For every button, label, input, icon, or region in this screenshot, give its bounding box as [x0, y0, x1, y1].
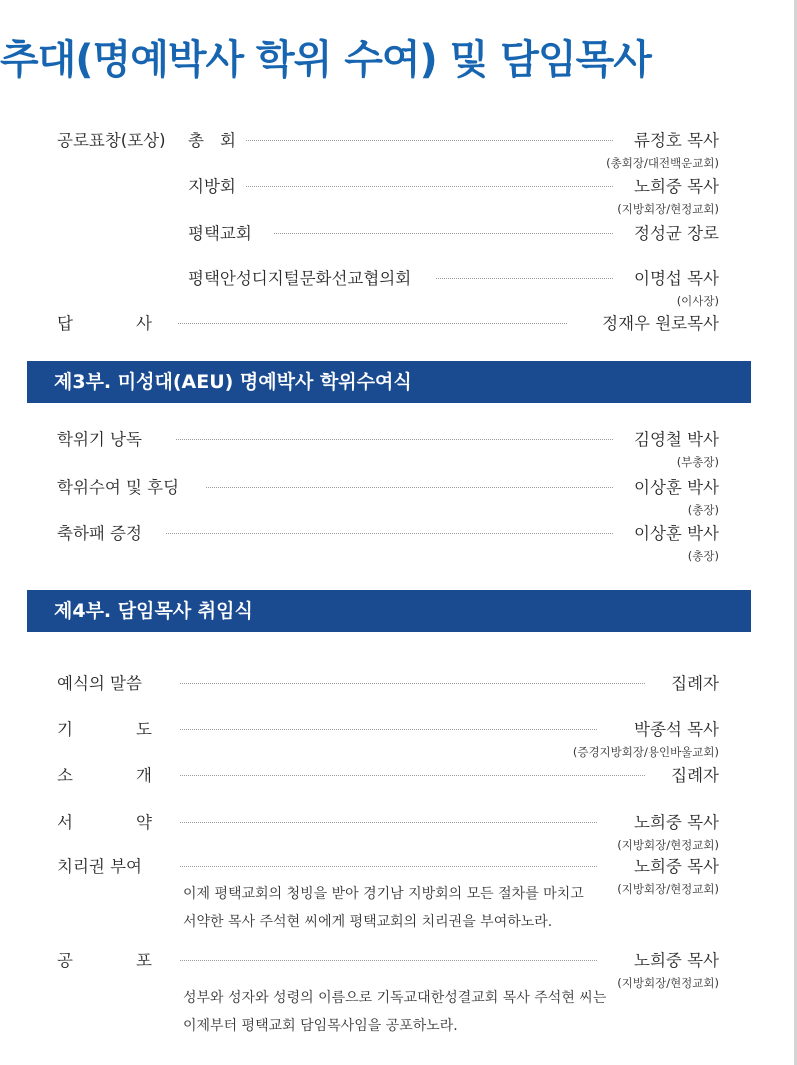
page-title: 추대(명예박사 학위 수여) 및 담임목사: [0, 37, 651, 83]
label-char: 기: [57, 720, 73, 739]
part4-row-vow: [0, 808, 797, 852]
leader-dots: [246, 140, 613, 141]
part4-heading: 제4부. 담임목사 취임식: [54, 600, 253, 622]
part4-row-label: 예식의 말씀: [57, 674, 142, 693]
part4-row-label: [57, 761, 152, 791]
label-char: 공: [57, 951, 73, 970]
part4-row-prayer: [0, 715, 797, 759]
award-row-general-assembly: [0, 126, 797, 170]
reply-label: [57, 309, 152, 339]
award-category-label: 공로표창(포상): [57, 131, 166, 150]
part3-row-label: 학위수여 및 후딩: [57, 478, 180, 497]
part4-row-sub: (지방회장/현정교회): [617, 838, 719, 852]
label-char: 약: [136, 813, 152, 832]
proclamation-text-line-2: 이제부터 평택교회 담임목사임을 공포하노라.: [183, 1018, 458, 1034]
label-char: 포: [136, 951, 152, 970]
award-row-label: [188, 126, 236, 156]
leader-dots: [180, 866, 597, 867]
part4-row-label: [57, 946, 152, 976]
reply-row: [0, 309, 797, 339]
part3-row-sub: (총장): [687, 549, 719, 563]
part4-row-value: 집례자: [671, 766, 719, 785]
label-char: 회: [220, 131, 236, 150]
part4-row-sub: (증경지방회장/용인바울교회): [572, 745, 719, 759]
part3-row-plaque: [0, 519, 797, 563]
part4-row-proclamation: [0, 946, 797, 990]
part4-banner: [27, 590, 751, 632]
part3-heading: 제3부. 미성대(AEU) 명예박사 학위수여식: [54, 371, 412, 393]
label-char: 도: [136, 720, 152, 739]
leader-dots: [180, 960, 597, 961]
part4-row-sub: (지방회장/현정교회): [617, 882, 719, 896]
part4-row-label: [57, 808, 152, 838]
label-char: 개: [136, 766, 152, 785]
part3-row-sub: (총장): [687, 503, 719, 517]
award-row-sub: (총회장/대전백운교회): [606, 156, 719, 170]
award-row-value: 류정호 목사: [634, 131, 719, 150]
part3-row-value: 이상훈 박사: [634, 478, 719, 497]
part4-row-value: 노희중 목사: [634, 813, 719, 832]
leader-dots: [178, 323, 567, 324]
part4-row-value: 박종석 목사: [634, 720, 719, 739]
leader-dots: [166, 533, 613, 534]
leader-dots: [206, 487, 613, 488]
part3-row-sub: (부총장): [676, 455, 719, 469]
leader-dots: [180, 729, 597, 730]
award-row-sub: (지방회장/현정교회): [617, 202, 719, 216]
label-char: 서: [57, 813, 73, 832]
part4-row-value: 노희중 목사: [634, 951, 719, 970]
part3-banner: [27, 361, 751, 403]
leader-dots: [246, 186, 613, 187]
part4-row-label: [57, 715, 152, 745]
award-row-district: [0, 172, 797, 216]
award-row-council: [0, 264, 797, 308]
award-row-label: 평택교회: [188, 224, 252, 243]
part3-row-label: 학위기 낭독: [57, 430, 142, 449]
award-row-value: 노희중 목사: [634, 177, 719, 196]
award-row-value: 이명섭 목사: [634, 269, 719, 288]
part4-row-value: 노희중 목사: [634, 857, 719, 876]
authority-text-line-2: 서약한 목사 주석현 씨에게 평택교회의 치리권을 부여하노라.: [183, 914, 553, 930]
authority-text-line-1: 이제 평택교회의 청빙을 받아 경기남 지방회의 모든 절차를 마치고: [183, 886, 584, 902]
leader-dots: [274, 233, 613, 234]
label-char: 답: [57, 314, 73, 333]
part3-row-value: 김영철 박사: [634, 430, 719, 449]
part4-row-sub: (지방회장/현정교회): [617, 976, 719, 990]
award-row-church: [0, 219, 797, 249]
leader-dots: [436, 278, 613, 279]
leader-dots: [176, 439, 613, 440]
leader-dots: [180, 683, 645, 684]
part3-row-label: 축하패 증정: [57, 524, 142, 543]
award-row-label: 평택안성디지털문화선교협의회: [188, 269, 412, 288]
leader-dots: [180, 822, 597, 823]
award-row-label: 지방회: [188, 177, 236, 196]
label-char: 총: [188, 131, 204, 150]
leader-dots: [180, 775, 645, 776]
part3-row-conferral: [0, 473, 797, 517]
label-char: 소: [57, 766, 73, 785]
award-row-value: 정성균 장로: [634, 224, 719, 243]
part3-row-value: 이상훈 박사: [634, 524, 719, 543]
label-char: 사: [136, 314, 152, 333]
part4-row-introduction: [0, 761, 797, 791]
part4-row-value: 집례자: [671, 674, 719, 693]
reply-value: 정재우 원로목사: [602, 314, 719, 333]
part4-row-word: [0, 669, 797, 699]
part3-row-diploma-reading: [0, 425, 797, 469]
part4-row-label: 치리권 부여: [57, 857, 142, 876]
award-row-sub: (이사장): [676, 294, 719, 308]
proclamation-text-line-1: 성부와 성자와 성령의 이름으로 기독교대한성결교회 목사 주석현 씨는: [183, 990, 607, 1006]
